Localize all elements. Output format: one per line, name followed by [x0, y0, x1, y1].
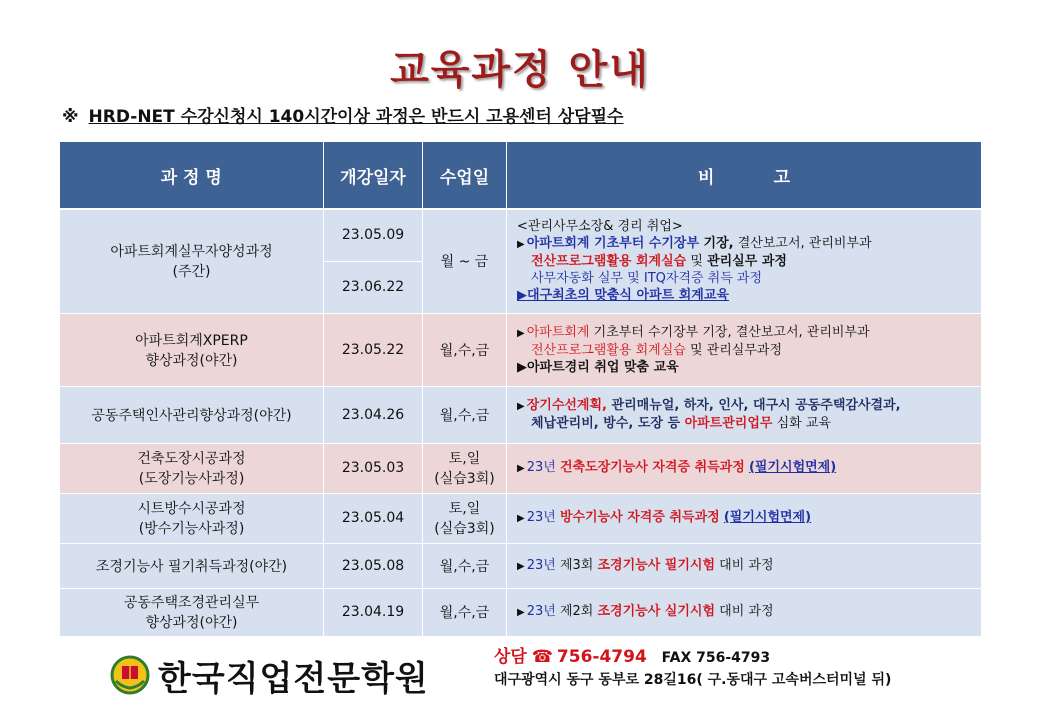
- course-name-cell: [60, 588, 324, 636]
- start-date: 23.04.19: [324, 588, 423, 636]
- remark-line: ▶ 아파트회계 기초부터 수기장부 기장, 결산보고서, 관리비부과: [517, 324, 870, 340]
- remark-line: 전산프로그램활용 회계실습 및 관리실무과정: [531, 342, 783, 358]
- course-name-cell: [60, 386, 324, 443]
- course-name-sub: 향상과정(야간): [145, 352, 238, 369]
- course-name-cell: [60, 443, 324, 493]
- remarks-cell: [507, 313, 982, 386]
- remark-line: ▶ 23년 건축도장기능사 자격증 취득과정 (필기시험면제): [517, 460, 837, 475]
- notice-text: HRD-NET 수강신청시 140시간이상 과정은 반드시 고용센터 상담필수: [88, 107, 624, 127]
- table-row: [60, 543, 982, 588]
- course-name: 시트방수시공과정: [137, 501, 246, 517]
- arrow-icon: ▶: [517, 327, 525, 339]
- start-date: 23.05.22: [324, 313, 423, 386]
- course-name-sub: (도장기능사과정): [138, 471, 245, 487]
- class-days-cell: [423, 493, 507, 543]
- arrow-icon: ▶: [517, 401, 525, 412]
- course-name-sub: (방수기능사과정): [138, 521, 245, 537]
- header-remarks: 비 고: [507, 142, 982, 209]
- class-days: 월,수,금: [423, 543, 507, 588]
- course-name: 아파트회계실무자양성과정: [110, 244, 273, 261]
- class-days: 월 ~ 금: [423, 209, 507, 313]
- course-name-cell: [60, 543, 324, 588]
- remarks-cell: [507, 543, 982, 588]
- table-row: [60, 313, 982, 386]
- course-table: [59, 142, 982, 637]
- fax-number: FAX 756-4793: [661, 650, 771, 666]
- course-name-cell: [60, 493, 324, 543]
- phone-number: 756-4794: [556, 647, 647, 667]
- academy-logo: [110, 652, 429, 698]
- remark-line: ▶ 아파트회계 기초부터 수기장부 기장, 결산보고서, 관리비부과: [517, 236, 872, 252]
- arrow-icon: ▶: [517, 607, 525, 618]
- header-class-days: 수업일: [423, 142, 507, 209]
- remark-line: ▶ 장기수선계획, 관리매뉴얼, 하자, 인사, 대구시 공동주택감사결과,: [517, 398, 901, 413]
- start-date: 23.06.22: [324, 261, 423, 313]
- remark-line: 사무자동화 실무 및 ITQ자격증 취득 과정: [531, 271, 763, 287]
- course-name: 아파트회계XPERP: [135, 332, 248, 349]
- phone-icon: ☎: [531, 647, 553, 667]
- notice-line: [62, 102, 623, 127]
- remarks-cell: [507, 209, 982, 313]
- contact-phone-line: [494, 646, 891, 669]
- class-days: 월,수,금: [423, 386, 507, 443]
- remark-line: ▶아파트경리 취업 맞춤 교육: [517, 359, 679, 375]
- header-course-name: 과 정 명: [60, 142, 324, 209]
- remark-line: ▶ 23년 방수기능사 자격증 취득과정 (필기시험면제): [517, 510, 812, 525]
- arrow-icon: ▶: [517, 463, 525, 474]
- start-date: 23.05.04: [324, 493, 423, 543]
- academy-emblem-icon: [110, 655, 150, 695]
- header-start-date: 개강일자: [324, 142, 423, 209]
- start-date: 23.04.26: [324, 386, 423, 443]
- course-name: 조경기능사 필기취득과정(야간): [95, 558, 288, 575]
- remark-line: 전산프로그램활용 회계실습 및 관리실무 과정: [531, 254, 787, 270]
- table-row: [60, 588, 982, 636]
- course-name-sub: 향상과정(야간): [145, 615, 238, 631]
- class-days: 토,일: [448, 501, 481, 517]
- class-days: 월,수,금: [423, 588, 507, 636]
- notice-mark: ※: [62, 107, 79, 127]
- remark-line: <관리사무소장& 경리 취업>: [517, 219, 683, 235]
- remarks-cell: [507, 443, 982, 493]
- contact-info: [494, 646, 891, 691]
- consult-label: 상담: [494, 647, 527, 667]
- table-row: [60, 386, 982, 443]
- remarks-cell: [507, 386, 982, 443]
- remark-line: 체납관리비, 방수, 도장 등 아파트관리업무 심화 교육: [531, 416, 831, 431]
- table-row: [60, 493, 982, 543]
- remark-line: ▶대구최초의 맞춤식 아파트 회계교육: [517, 288, 729, 304]
- course-name: 공동주택조경관리실무: [123, 595, 260, 611]
- remarks-cell: [507, 588, 982, 636]
- course-name-cell: [60, 209, 324, 313]
- remark-line: ▶ 23년 제2회 조경기능사 실기시험 대비 과정: [517, 604, 774, 619]
- course-name-cell: [60, 313, 324, 386]
- remarks-cell: [507, 493, 982, 543]
- table-header-row: [60, 142, 982, 209]
- start-date: 23.05.08: [324, 543, 423, 588]
- academy-name: 한국직업전문학원: [158, 658, 429, 699]
- start-date: 23.05.03: [324, 443, 423, 493]
- page-title: 교육과정 안내: [390, 47, 650, 93]
- course-name: 건축도장시공과정: [137, 451, 246, 467]
- arrow-icon: ▶: [517, 513, 525, 524]
- table-row: [60, 209, 982, 261]
- class-days-sub: (실습3회): [434, 471, 495, 487]
- address: 대구광역시 동구 동부로 28길16( 구.동대구 고속버스터미널 뒤): [494, 672, 892, 688]
- class-days-sub: (실습3회): [434, 521, 495, 537]
- course-name-sub: (주간): [172, 264, 211, 281]
- class-days: 토,일: [448, 451, 481, 467]
- class-days-cell: [423, 443, 507, 493]
- remark-line: ▶ 23년 제3회 조경기능사 필기시험 대비 과정: [517, 557, 774, 573]
- course-name: 공동주택인사관리향상과정(야간): [91, 407, 292, 424]
- arrow-icon: ▶: [517, 560, 525, 572]
- arrow-icon: ▶: [517, 239, 525, 251]
- start-date: 23.05.09: [324, 209, 423, 261]
- class-days: 월,수,금: [423, 313, 507, 386]
- table-row: [60, 443, 982, 493]
